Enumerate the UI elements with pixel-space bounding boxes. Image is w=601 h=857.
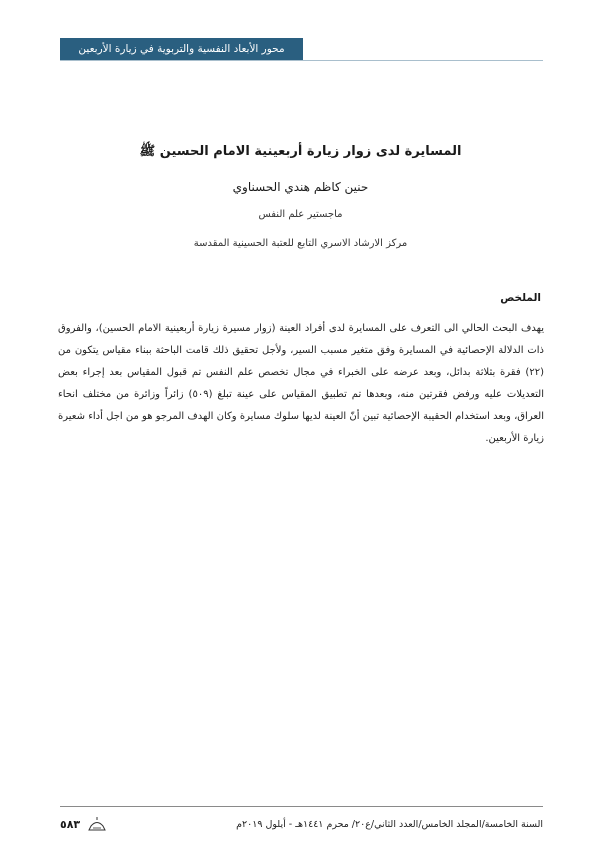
section-title: محور الأبعاد النفسية والتربوية في زيارة الأربعين (78, 43, 285, 55)
section-header-bar (60, 38, 303, 60)
author-degree: ماجستير علم النفس (258, 209, 343, 220)
page-footer (60, 814, 543, 834)
author-name: حنين كاظم هندي الحسناوي (232, 180, 369, 194)
author-affiliation: مركز الارشاد الاسري التابع للعتبة الحسينية المقدسة (193, 238, 408, 249)
abstract-heading: الملخص (500, 292, 541, 304)
journal-emblem-icon (88, 817, 106, 831)
abstract-body: يهدف البحث الحالي الى التعرف على المسايرة لدى أفراد العينة (زوار مسيرة زيارة أربعينية الامام الحسين)، والفروق ذات الدلالة الإحصائية في المسايرة وفق متغير مسبب السير، ولأجل تحقيق ذلك قامت الباحثة ببناء مقياس يتكون من (٢٢) فقرة بثلاثة بدائل، وبعد عرضه على الخبراء في مجال تخصص علم النفس تم قبول المقياس بعد إجراء بعض التعديلات عليه ورفض فقرتين منه، وبعدها تم تطبيق المقياس على عينة تبلغ (٥٠٩) زائراً وزائرة من مختلف انحاء العراق، وبعد استخدام الحقيبة الإحصائية تبين أنّ العينة لديها سلوك مسايرة وكان الهدف المرجو هو من اجل أداء شعيرة زيارة الأربعين. (58, 323, 545, 444)
journal-info: السنة الخامسة/المجلد الخامس/العدد الثاني/ع٢٠/ محرم ١٤٤١هـ - أيلول ٢٠١٩م (236, 818, 543, 830)
page-number: ٥٨٣ (60, 817, 81, 831)
article-title: المسايرة لدى زوار زيارة أربعينية الامام الحسين ﷺ (139, 144, 462, 159)
header-divider (60, 60, 543, 61)
footer-divider (60, 806, 543, 807)
